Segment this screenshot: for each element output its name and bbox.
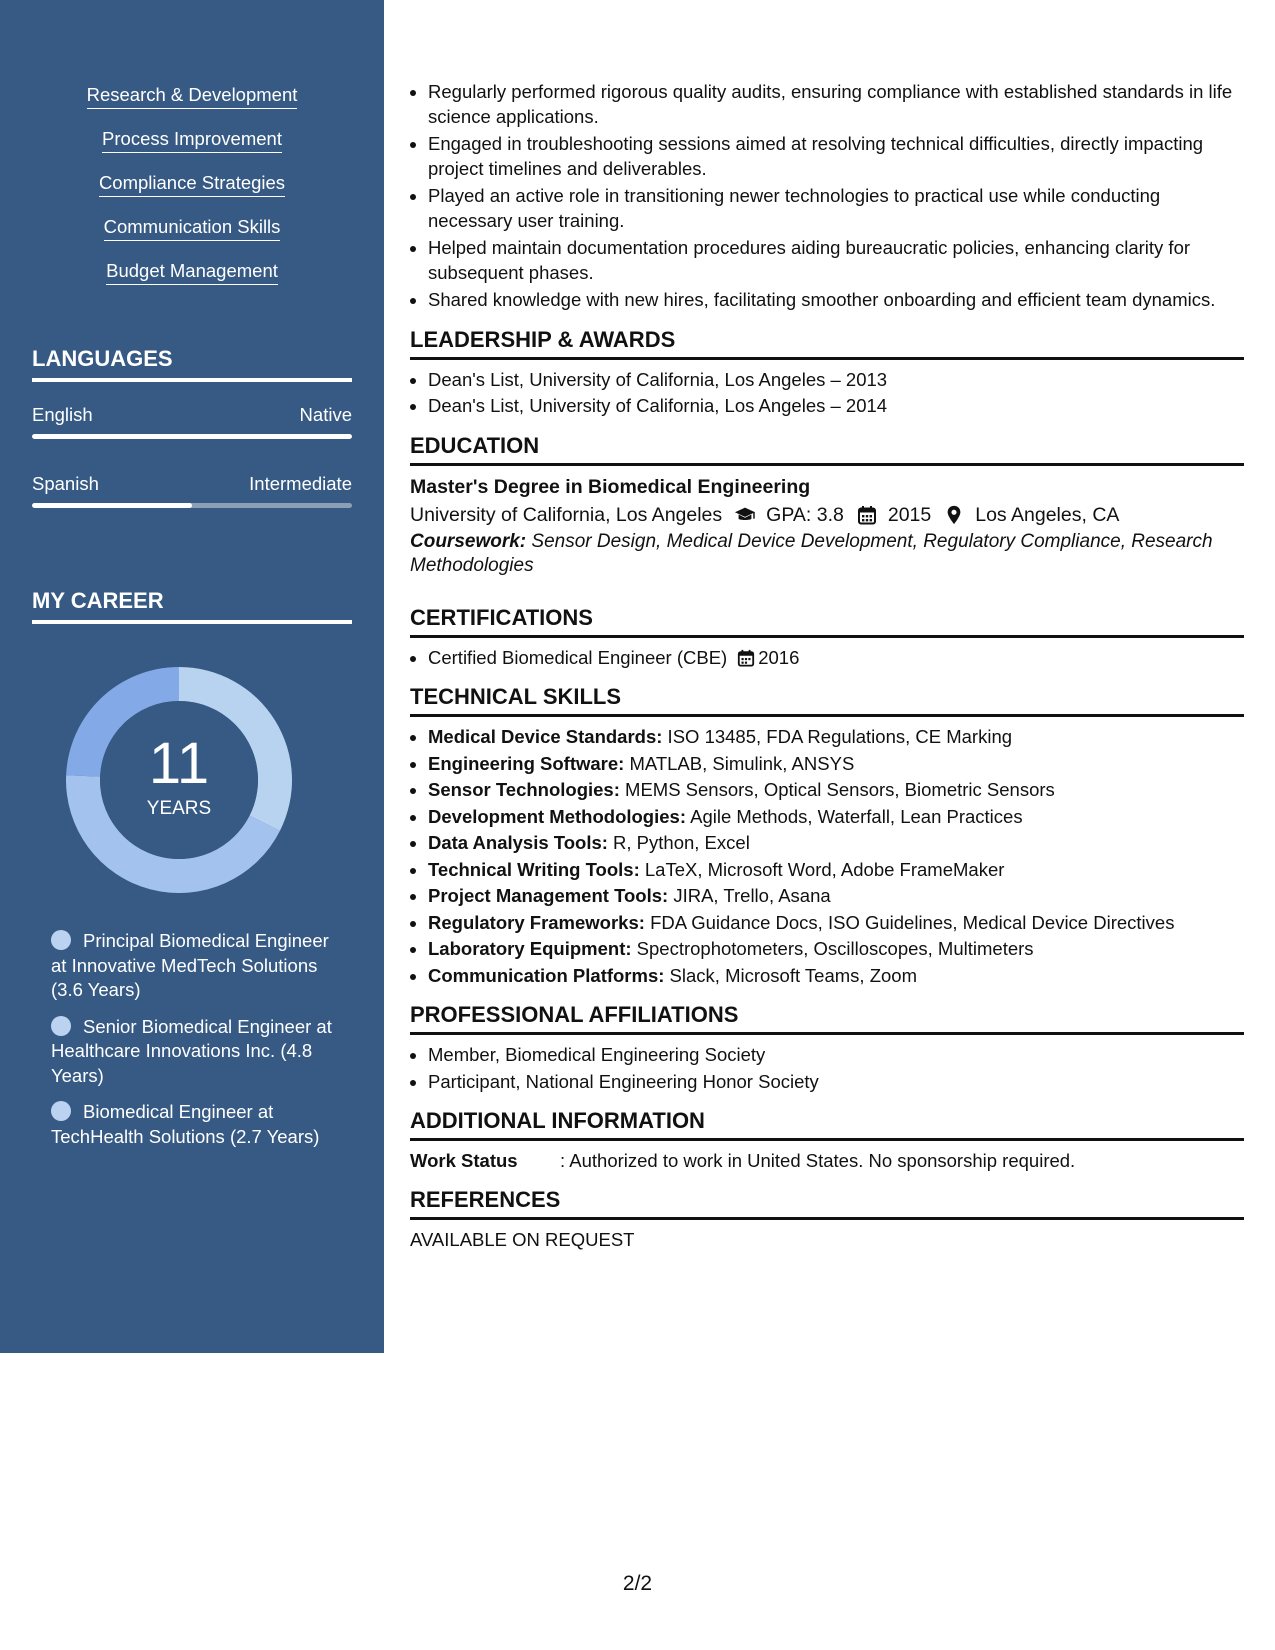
- career-dot-icon: [51, 1101, 71, 1121]
- career-item-text: Senior Biomedical Engineer at Healthcare Innovations Inc. (4.8 Years): [51, 1015, 332, 1086]
- skill-value: MEMS Sensors, Optical Sensors, Biometric Sensors: [619, 779, 1055, 800]
- skill-value: MATLAB, Simulink, ANSYS: [624, 752, 855, 774]
- skill-item: Process Improvement: [102, 128, 282, 153]
- leadership-item: • Dean's List, University of California, Los Angeles – 2013: [428, 368, 1244, 393]
- coursework-text: Sensor Design, Medical Device Development, Regulatory Compliance, Research Methodologies: [410, 530, 1213, 576]
- calendar-icon: [737, 649, 755, 667]
- main-content: [410, 80, 1244, 1252]
- skill-value: JIRA, Trello, Asana: [668, 885, 831, 906]
- section-title: TECHNICAL SKILLS: [410, 684, 1244, 717]
- technical-skill-item: [428, 964, 1244, 989]
- section-title: EDUCATION: [410, 433, 1244, 466]
- technical-skills-section: [410, 684, 1244, 988]
- section-title: PROFESSIONAL AFFILIATIONS: [410, 1002, 1244, 1035]
- technical-skill-item: [428, 911, 1244, 936]
- skill-label: Sensor Technologies:: [428, 779, 620, 800]
- experience-bullet: • Shared knowledge with new hires, facilitating smoother onboarding and efficient team dynamics.: [428, 288, 1244, 313]
- skill-label: Laboratory Equipment:: [428, 938, 632, 959]
- career-item: [51, 929, 341, 1003]
- affiliations-list: [410, 1043, 1244, 1094]
- certification-name: Certified Biomedical Engineer (CBE): [428, 646, 728, 668]
- section-title: CERTIFICATIONS: [410, 605, 1244, 638]
- technical-skill-item: [428, 884, 1244, 909]
- skill-label: Project Management Tools:: [428, 885, 669, 906]
- skill-label: Regulatory Frameworks:: [428, 911, 645, 933]
- language-bar-english: [32, 434, 352, 439]
- affiliations-section: [410, 1002, 1244, 1094]
- career-item-text: Principal Biomedical Engineer at Innovative MedTech Solutions (3.6 Years): [51, 930, 329, 1000]
- language-bar-fill: [32, 434, 352, 439]
- skill-label: Technical Writing Tools:: [428, 858, 640, 880]
- references-section: [410, 1187, 1244, 1252]
- section-title: LEADERSHIP & AWARDS: [410, 327, 1244, 360]
- career-dot-icon: [51, 930, 71, 950]
- coursework: [410, 530, 1244, 579]
- leadership-list: [410, 368, 1244, 419]
- graduation-year: 2015: [887, 503, 932, 526]
- technical-skill-item: [428, 752, 1244, 777]
- education-details: [410, 500, 1244, 530]
- certifications-section: [410, 605, 1244, 671]
- skill-label: Communication Platforms:: [428, 964, 665, 986]
- certifications-list: [410, 646, 1244, 671]
- technical-skill-item: [428, 858, 1244, 883]
- certification-year: 2016: [758, 646, 800, 668]
- degree-title: Master's Degree in Biomedical Engineering: [410, 475, 811, 498]
- career-dot-icon: [51, 1016, 71, 1036]
- language-bar-fill: [32, 503, 192, 508]
- education-location: Los Angeles, CA: [975, 503, 1120, 526]
- work-status-label: Work Status: [410, 1150, 518, 1171]
- skill-value: Agile Methods, Waterfall, Lean Practices: [686, 805, 1023, 827]
- references-text: AVAILABLE ON REQUEST: [410, 1229, 635, 1250]
- language-row-spanish: [32, 473, 352, 495]
- leadership-section: [410, 327, 1244, 419]
- education-section: [410, 433, 1244, 579]
- technical-skill-item: [428, 831, 1244, 856]
- career-item: [51, 1015, 341, 1089]
- experience-bullet: • Helped maintain documentation procedures aiding bureaucratic policies, enhancing clarity for subsequent phases.: [428, 236, 1244, 285]
- work-status-row: [410, 1149, 1244, 1173]
- technical-skills-list: [410, 725, 1244, 988]
- sidebar: [0, 0, 384, 1353]
- affiliation-item: • Participant, National Engineering Honor Society: [428, 1070, 1244, 1095]
- leadership-item: • Dean's List, University of California, Los Angeles – 2014: [428, 394, 1244, 419]
- skill-value: FDA Guidance Docs, ISO Guidelines, Medical Device Directives: [644, 911, 1175, 933]
- experience-bullet: • Regularly performed rigorous quality audits, ensuring compliance with established standards in life science applications.: [428, 80, 1244, 129]
- graduation-cap-icon: [734, 505, 756, 525]
- experience-bullet: • Engaged in troubleshooting sessions aimed at resolving technical difficulties, directly impacting project timelines and deliverables.: [428, 132, 1244, 181]
- career-total-years: 11: [148, 731, 210, 796]
- career-item-text: Biomedical Engineer at TechHealth Solutions (2.7 Years): [51, 1101, 320, 1147]
- skill-value: R, Python, Excel: [607, 832, 750, 853]
- language-level: Native: [299, 404, 352, 425]
- skill-value: ISO 13485, FDA Regulations, CE Marking: [662, 726, 1013, 747]
- skill-value: Slack, Microsoft Teams, Zoom: [664, 964, 917, 986]
- skill-item: Compliance Strategies: [99, 172, 285, 197]
- language-level: Intermediate: [249, 473, 352, 494]
- career-donut-chart: [66, 667, 292, 893]
- school-name: University of California, Los Angeles: [410, 503, 723, 526]
- calendar-icon: [856, 505, 878, 525]
- language-name: English: [32, 404, 93, 425]
- skill-item: Communication Skills: [104, 216, 281, 241]
- certification-item: [428, 646, 1244, 671]
- language-row-english: [32, 404, 352, 426]
- section-title: REFERENCES: [410, 1187, 1244, 1220]
- technical-skill-item: [428, 725, 1244, 750]
- section-title: ADDITIONAL INFORMATION: [410, 1108, 1244, 1141]
- skill-label: Engineering Software:: [428, 752, 625, 774]
- coursework-label: Coursework:: [410, 530, 527, 552]
- affiliation-item: • Member, Biomedical Engineering Society: [428, 1043, 1244, 1068]
- career-heading: MY CAREER: [32, 588, 352, 624]
- technical-skill-item: [428, 937, 1244, 962]
- additional-info-section: [410, 1108, 1244, 1173]
- page-number: 2/2: [622, 1572, 653, 1595]
- language-name: Spanish: [32, 473, 99, 494]
- career-item: [51, 1100, 341, 1149]
- technical-skill-item: [428, 778, 1244, 803]
- work-status-value: : Authorized to work in United States. No sponsorship required.: [560, 1150, 1076, 1171]
- experience-bullets: [410, 80, 1244, 313]
- skill-label: Data Analysis Tools:: [428, 832, 608, 853]
- career-donut-center: [66, 667, 292, 893]
- skill-label: Medical Device Standards:: [428, 726, 663, 747]
- skill-label: Development Methodologies:: [428, 805, 686, 827]
- skill-item: Budget Management: [106, 260, 278, 285]
- skill-value: Spectrophotometers, Oscilloscopes, Multimeters: [631, 938, 1034, 959]
- language-bar-spanish: [32, 503, 352, 508]
- skill-value: LaTeX, Microsoft Word, Adobe FrameMaker: [639, 858, 1005, 880]
- career-list: [51, 929, 341, 1161]
- technical-skill-item: [428, 805, 1244, 830]
- gpa: GPA: 3.8: [766, 503, 844, 526]
- career-total-unit: YEARS: [146, 798, 212, 819]
- location-pin-icon: [943, 505, 965, 525]
- experience-bullet: • Played an active role in transitioning newer technologies to practical use while conducting necessary user training.: [428, 184, 1244, 233]
- skill-item: Research & Development: [87, 84, 298, 109]
- skills-list: [0, 84, 384, 304]
- languages-heading: LANGUAGES: [32, 346, 352, 382]
